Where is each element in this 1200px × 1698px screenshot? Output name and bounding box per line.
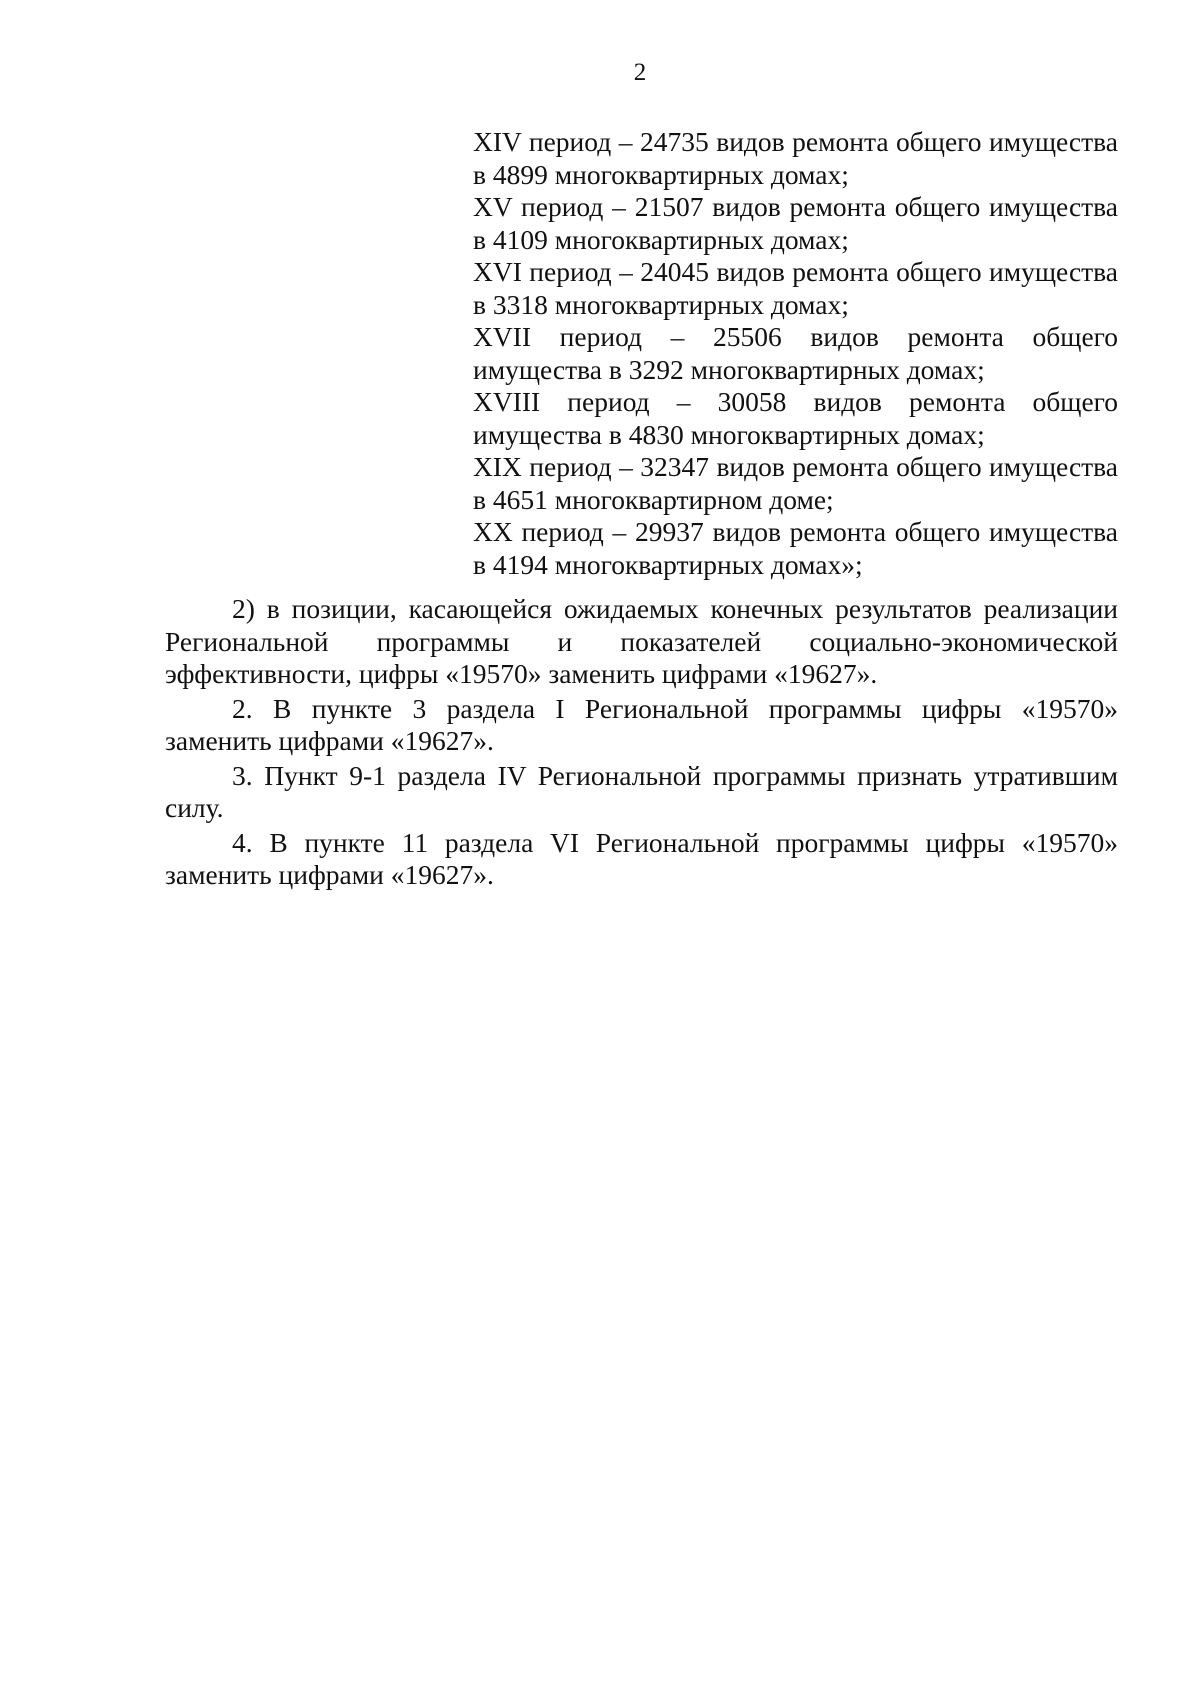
period-line: XIX период – 32347 видов ремонта общего имущества [473, 451, 1118, 482]
period-line: имущества в 4830 многоквартирных домах; [473, 418, 985, 450]
period-line: в 4899 многоквартирных домах; [473, 158, 849, 190]
period-item-xviii [473, 386, 1118, 451]
period-line: XX период – 29937 видов ремонта общего имущества [473, 516, 1118, 547]
period-line: в 4651 многоквартирном доме; [473, 483, 834, 515]
period-line: в 3318 многоквартирных домах; [473, 288, 849, 320]
period-line: в 4194 многоквартирных домах»; [473, 548, 863, 580]
period-line: XV период – 21507 видов ремонта общего имущества [473, 191, 1118, 222]
period-line: XVI период – 24045 видов ремонта общего имущества [473, 256, 1118, 287]
period-line: XIV период – 24735 видов ремонта общего имущества [473, 126, 1118, 157]
period-item-xvi [473, 256, 1118, 321]
period-item-xiv [473, 126, 1118, 191]
paragraph-item-4 [165, 827, 1118, 892]
paragraph-subitem-2 [165, 593, 1118, 691]
main-text [165, 593, 1118, 894]
paragraph-line: Региональной программы и показателей социально-экономической [165, 625, 1118, 657]
paragraph-line: эффективности, цифры «19570» заменить цифрами «19627». [165, 658, 878, 689]
period-item-xix [473, 451, 1118, 516]
periods-list [473, 126, 1118, 581]
paragraph-line: 2. В пункте 3 раздела I Региональной программы цифры «19570» [232, 692, 1118, 724]
paragraph-line: 2) в позиции, касающейся ожидаемых конечных результатов реализации [232, 593, 1118, 624]
paragraph-line: заменить цифрами «19627». [165, 725, 494, 756]
paragraph-item-2 [165, 693, 1118, 758]
paragraph-line: заменить цифрами «19627». [165, 859, 494, 890]
paragraph-item-3 [165, 760, 1118, 825]
paragraph-line: силу. [165, 792, 224, 823]
period-item-xx [473, 516, 1118, 581]
period-line: XVII период – 25506 видов ремонта общего [473, 321, 1118, 352]
period-item-xvii [473, 321, 1118, 386]
paragraph-line: 3. Пункт 9-1 раздела IV Региональной программы признать утратившим [232, 759, 1118, 791]
period-line: XVIII период – 30058 видов ремонта общего [473, 386, 1118, 417]
period-item-xv [473, 191, 1118, 256]
period-line: в 4109 многоквартирных домах; [473, 223, 849, 255]
page-number: 2 [633, 59, 647, 86]
paragraph-line: 4. В пункте 11 раздела VI Региональной программы цифры «19570» [232, 826, 1118, 858]
period-line: имущества в 3292 многоквартирных домах; [473, 353, 985, 385]
